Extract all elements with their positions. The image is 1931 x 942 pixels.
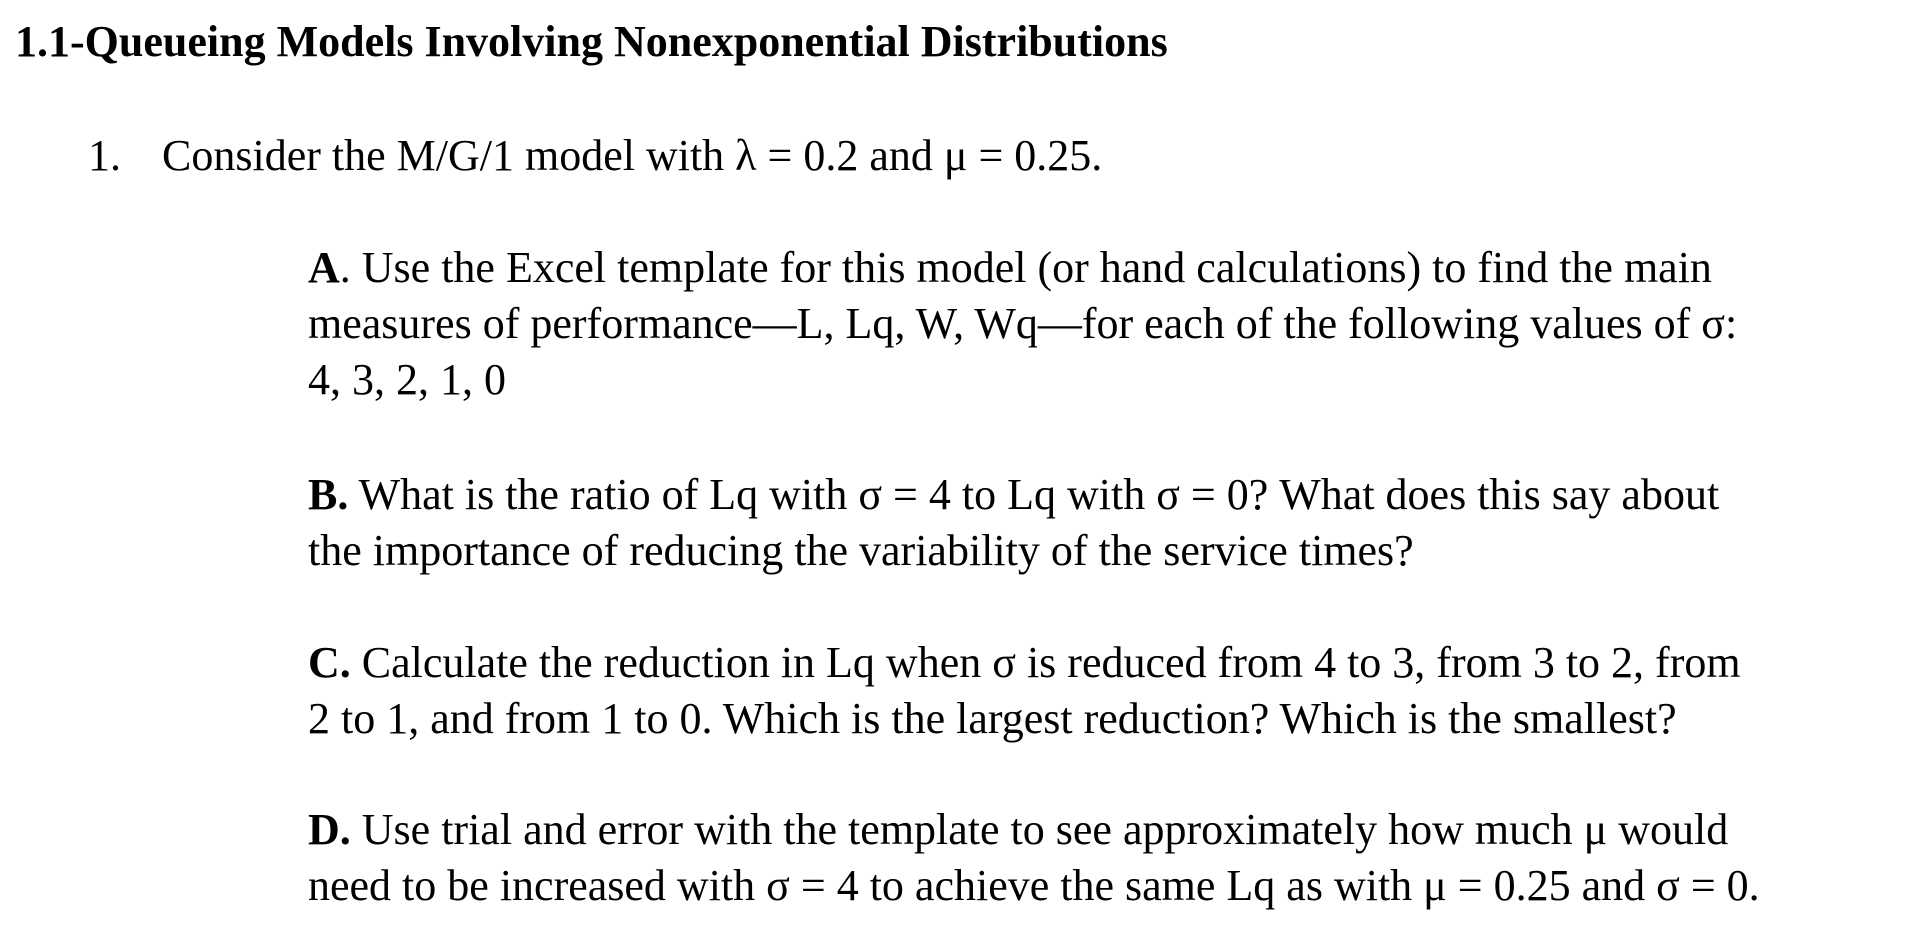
part-b-line-2: the importance of reducing the variability of the service times? xyxy=(308,526,1414,575)
part-d xyxy=(308,802,1918,914)
part-b-line-1-text: What is the ratio of Lq with σ = 4 to Lq with σ = 0? What does this say about xyxy=(348,470,1720,519)
question-number: 1. xyxy=(88,131,121,180)
question-text: Consider the M/G/1 model with λ = 0.2 and μ = 0.25. xyxy=(162,131,1103,180)
part-a xyxy=(308,240,1918,408)
part-a-line-1-text: . Use the Excel template for this model (or hand calculations) to find the main xyxy=(339,243,1712,292)
part-c-letter: C. xyxy=(308,638,351,687)
part-d-line-1-text: Use trial and error with the template to see approximately how much μ would xyxy=(350,805,1729,854)
part-d-line-2: need to be increased with σ = 4 to achieve the same Lq as with μ = 0.25 and σ = 0. xyxy=(308,861,1760,910)
part-b-line-1 xyxy=(308,467,1918,523)
part-b-letter: B. xyxy=(308,470,349,519)
part-d-letter: D. xyxy=(308,805,351,854)
part-c xyxy=(308,635,1918,747)
part-a-line-1 xyxy=(308,240,1918,296)
part-a-letter: A xyxy=(308,243,340,292)
part-d-line-1 xyxy=(308,802,1918,858)
part-c-line-1-text: Calculate the reduction in Lq when σ is reduced from 4 to 3, from 3 to 2, from xyxy=(350,638,1741,687)
part-a-line-2: measures of performance—L, Lq, W, Wq—for each of the following values of σ: xyxy=(308,299,1738,348)
part-b xyxy=(308,467,1918,579)
part-c-line-2: 2 to 1, and from 1 to 0. Which is the largest reduction? Which is the smallest? xyxy=(308,694,1677,743)
part-c-line-1 xyxy=(308,635,1918,691)
question-1 xyxy=(88,128,1102,184)
part-a-line-3: 4, 3, 2, 1, 0 xyxy=(308,355,506,404)
section-title: 1.1-Queueing Models Involving Nonexponential Distributions xyxy=(15,17,1168,66)
